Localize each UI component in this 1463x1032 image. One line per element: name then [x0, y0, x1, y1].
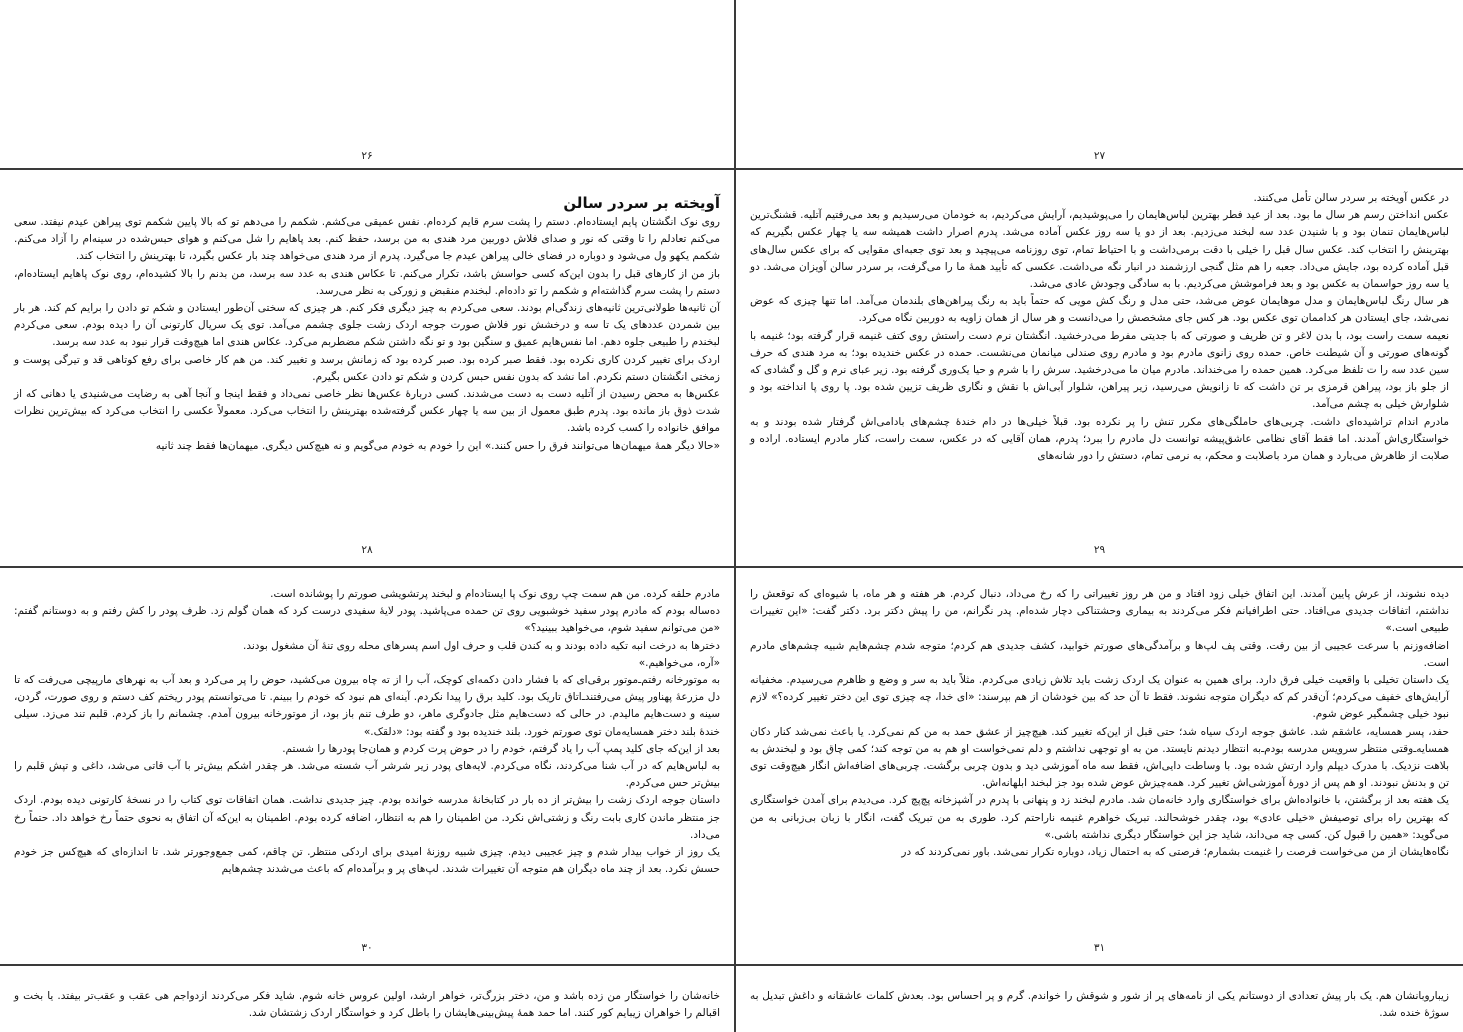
page-body	[14, 988, 720, 1022]
paragraph: دخترها به درخت انبه تکیه داده بودند و به کندن قلب و حرف اول اسم پسرهای محله روی تنهٔ آن مشغول بودند.	[243, 639, 720, 652]
page-number: ۲۸	[361, 544, 373, 556]
paragraph: یک روز از خواب بیدار شدم و چیز عجیبی دیدم. چیزی شبیه روزنهٔ امیدی برای اردکی منتظر. تن چاقم، کمی جمع‌وجورتر شد. تا اندازه‌ای که هیچ‌کس جز خودم حسش نکرد. بعد از چند ماه دیگران هم متوجه آن تغییرات شدند. لپ‌های پر و برآمده‌ام که باعث می‌شدند چشم‌هایم	[14, 846, 720, 876]
page-body	[14, 214, 720, 455]
paragraph: نگاه‌هایشان از من می‌خواست فرصت را غنیمت بشمارم؛ فرصتی که به احتمال زیاد، دوباره تکرار نمی‌شد. باور نمی‌کردند که در	[901, 846, 1449, 859]
paragraph: «حالا دیگر همهٔ میهمان‌ها می‌توانند فرق را حس کنند.» این را خودم به خودم می‌گویم و نه هیچ‌کس دیگری. میهمان‌ها فقط چند ثانیه	[155, 439, 720, 452]
page-31	[736, 568, 1463, 964]
page-number: ۲۹	[1093, 544, 1106, 556]
paragraph: زیباروبانشان هم. یک بار پیش تعدادی از دوستانم یکی از نامه‌های پر از شور و شوقش را خواندم. گرم و پر احساس بود. بعدش کلمات عاشقانه و داغش تبدیل به سوژهٔ خنده شد.	[750, 990, 1449, 1020]
paragraph: «آره، می‌خواهیم.»	[638, 656, 720, 669]
paragraph: هر سال رنگ لباس‌هایمان و مدل موهایمان عوض می‌شد، حتی مدل و رنگ کش مویی که حتماً باید به رنگ پیراهن‌های بلندمان می‌آمد. اما تنها چیزی که عوض نمی‌شد، جای ایستادن هر کداممان توی عکس بود. هر کس جای مشخصش را می‌دانست و هر سال از همان زاویه به دوربین نگاه می‌کرد.	[750, 295, 1449, 325]
page-26	[0, 0, 734, 168]
paragraph: داستان جوجه اردک زشت را بیش‌تر از ده بار در کتابخانهٔ مدرسه خوانده بودم. چیز جدیدی نداشت. همان اتفاقات توی کتاب را در نسخهٔ کارتونی دیده بودم. اردک جز منتظر ماندن کاری بابت رنگ و زشتی‌اش نکرد. من اطمینان را هم به انتظار، اضافه کرده بودم. اطمینان به این‌که آن اتفاق به نحوی حتماً رخ خواهد داد. حتماً رخ می‌داد.	[14, 794, 720, 841]
chapter-title: آویخته بر سردر سالن	[563, 194, 720, 212]
page-number: ۳۱	[1093, 942, 1106, 954]
paragraph: به موتورخانه رفتم‌ـ‌موتور برقی‌ای که با فشار دادن دکمه‌ای کوچک، آب را از ته چاه بیرون می‌کشید، حوض را پر می‌کرد و بعد آب به نهرهای مارپیچی می‌رفت که تا دل مزرعهٔ پهناور پیش می‌رفتند‌ـ‌اتاق تاریک بود. کلید برق را پیدا نکردم. آینه‌ای هم نبود که خودم را ببینم. تا می‌توانستم پودر ریختم کف دستم و روی صورت، گردن، سینه و دست‌هایم مالیدم. در حالی که دست‌هایم مثل جادوگری ماهر، دو طرف تنم باز بود، از موتورخانه بیرون آمدم. چشمانم را باز کردم. قلبم تند می‌زد. سیلی خندهٔ بلند دختر همسایه‌مان توی صورتم خورد. بلند خندیده بود و گفته بود: «دلقک.»	[14, 674, 720, 738]
paragraph: باز من از کارهای قبل را بدون این‌که کسی حواسش باشد، تکرار می‌کنم. تا عکاس هندی به عدد سه برسد، من بدنم را بالا کشیده‌ام، روی نوک پاهایم ایستاده‌ام، دستم را پشت سرم گذاشته‌ام و شکمم را تو داده‌ام. لبخندم منقبض و زورکی به نظر می‌رسد.	[14, 267, 720, 297]
paragraph: مادرم حلقه کرده. من هم سمت چپ روی نوک پا ایستاده‌ام و لبخند پرتشویشی صورتم را پوشانده است.	[270, 588, 720, 600]
paragraph: ده‌ساله بودم که مادرم پودر سفید خوشبویی روی تن حمده می‌پاشید. پودر لایهٔ سفیدی درست کرد که همان گولم زد. ظرف پودر را کش رفتم و به دوستانم گفتم: «من می‌توانم سفید شوم، می‌خواهید ببینید؟»	[14, 605, 720, 635]
paragraph: مادرم اندام تراشیده‌ای داشت. چربی‌های حاملگی‌های مکرر تنش را پر نکرده بود. قبلاً خیلی‌ها در دام خندهٔ چشم‌های بادامی‌اش گرفتار شده بودند و به خواستگاری‌اش آمدند. اما فقط آقای نظامی عاشق‌پیشه توانست دل مادرم را ببرد؛ پدرم، همان آقایی که در عکس، سمت راست، کنار مادرم ایستاده. اراده و صلابت از ظاهرش می‌بارد و همان مرد باصلابت و محکم، به نرمی تمام، دستش را دور شانه‌های	[750, 415, 1449, 463]
page-28	[0, 170, 734, 566]
page-number: ۲۶	[361, 150, 373, 162]
paragraph: یک داستان تخیلی با واقعیت خیلی فرق دارد. برای همین به عنوان یک اردک زشت باید تلاش زیادی می‌کردم. مثلاً باید به سر و وضع و ظاهرم می‌رسیدم. مخفیانه آرایش‌های خفیف می‌کردم؛ آن‌قدر کم که دیگران متوجه نشوند. فقط تا آن حد که بین خودشان از هم بپرسند: «ای خدا، چه چیزی توی این دختر تغییر کرده؟» لازم نبود خیلی چشمگیر عوض شوم.	[750, 674, 1449, 721]
paragraph: بعد از این‌که جای کلید پمپ آب را یاد گرفتم، خودم را در حوض پرت کردم و همان‌جا پودرها را شستم.	[282, 742, 720, 755]
paragraph: اضافه‌وزنم با سرعت عجیبی از بین رفت. وقتی پف لپ‌ها و برآمدگی‌های صورتم خوابید، کشف جدیدی هم کردم؛ متوجه شدم چشم‌هایم شبیه چشم‌های مادرم است.	[750, 639, 1449, 669]
page-body	[750, 190, 1449, 465]
paragraph: در عکس آویخته بر سردر سالن تأمل می‌کنند.	[1253, 192, 1449, 204]
page-body	[750, 586, 1449, 861]
page-33	[736, 966, 1463, 1032]
page-body	[14, 586, 720, 878]
paragraph: نعیمه سمت راست بود، با بدن لاغر و تن ظریف و صورتی که با جدیتی مفرط می‌درخشید. انگشتان نرم دست راستش روی کتف غنیمه قرار گرفته بود؛ غنیمه با گونه‌های صورتی و آن شیطنت خاص. حمده روی زانوی مادرم بود و مادرم روی صندلی میانمان می‌نشست. حمده در عکس خندیده بود؛ به مرد هندی که حرف سین عدد سه را ت تلفظ می‌کرد. همین حمده را می‌خنداند. مادرم میان ما می‌درخشید. سرش را با شرم و حیا یک‌وری گرفته بود. زیر عبای نرم و گل و گشادی که از جلو باز بود، پیراهن قرمزی بر تن داشت که تا زانویش می‌رسید، زیر پیراهن، شلوار آبی‌اش با نقش و نگاری ظریف تزیین شده بود. پا روی پا انداخته بود و شلوارش خیلی به چشم می‌آمد.	[750, 329, 1449, 411]
page-29	[736, 170, 1463, 566]
paragraph: به لباس‌هایم که در آب شنا می‌کردند، نگاه می‌کردم. لایه‌های پودر زیر شرشر آب شسته می‌شد. هر چقدر اشکم بیش‌تر با آب قاتی می‌شد، داغی و تپش قلبم را بیش‌تر حس می‌کردم.	[14, 760, 720, 790]
page-27	[736, 0, 1463, 168]
page-number: ۲۷	[1093, 150, 1106, 162]
paragraph: یک هفته بعد از برگشتن، با خانواده‌اش برای خواستگاری وارد خانه‌مان شد. مادرم لبخند زد و پنهانی با پدرم در آشپزخانه پچ‌پچ کرد. می‌دیدم برای آمدن خواستگاری که بهترین راه برای توصیفش «خیلی عادی» بود، چقدر خوشحالند. تبریک خواهرم غنیمه ناراحتم کرد. طوری به من تبریک گفت، انگار با زبان بی‌زبانی به من می‌گوید: «همین را قبول کن. کسی چه می‌داند، شاید جز این خواستگار دیگری نداشته باشی.»	[750, 794, 1449, 841]
paragraph: خانه‌شان را خواستگار من زده باشد و من، دختر بزرگ‌تر، خواهر ارشد، اولین عروس خانه شوم. شاید فکر می‌کردند ازدواجم هی عقب و عقب‌تر بیفتد. یا بخت و اقبالم را خواهران زیبایم کور کنند. اما حمد همهٔ پیش‌بینی‌هایشان را باطل کرد و خواستگار اردک زشتشان شد.	[14, 990, 720, 1020]
paragraph: آن ثانیه‌ها طولانی‌ترین ثانیه‌های زندگی‌ام بودند. سعی می‌کردم به چیز دیگری فکر کنم. هر چیزی که سختی آن‌طور ایستادن و شکم تو دادن را برایم کم کند. هر بار بین شمردن عددهای یک تا سه و درخشش نور فلاش صورت جوجه اردک زشت جلوی چشمم می‌آمد. توی یک سریال کارتونی آن را دیده بودم. سعی می‌کردم لبخندم را طبیعی جلوه دهم. اما نفس‌هایم عمیق و سنگین بود و تو نگه داشتن شکم مضطربم می‌کرد. عکاس هندی اما هیچ‌وقت قرار نبود به عدد سه برسد.	[14, 302, 720, 349]
page-number: ۳۰	[361, 942, 373, 954]
page-body	[750, 988, 1449, 1022]
paragraph: عکس‌ها به محض رسیدن از آتلیه دست به دست می‌شدند. کسی دربارهٔ عکس‌ها نظر خاصی نمی‌داد و فقط اینجا و آنجا آهی به رضایت می‌شنیدی یا دهانی که از شدت ذوق باز مانده بود. پدرم طبق معمول از بین سه یا چهار عکس گرفته‌شده بهترینش را انتخاب می‌کرد. معمولاً عکسی را انتخاب می‌کرد که بیش‌ترین نظرات موافق خانواده را کسب کرده باشد.	[14, 388, 720, 435]
page-30	[0, 568, 734, 964]
paragraph: حفد، پسر همسایه، عاشقم شد. عاشق جوجه اردک سیاه شد؛ حتی قبل از این‌که تغییر کند. هیچ‌چیز از عشق حمد به من کم نمی‌کرد. یا باعث نمی‌شد کنار دکان همسایه‌ـ‌وقتی منتظر سرویس مدرسه بودم‌ـ‌به انتظار دیدنم نایستد. من به او توجهی نداشتم و دلم نمی‌خواست او هم به من توجه کند؛ کمی چاق بود و لبخندش به بلاهت نزدیک. با مدرک دیپلم وارد ارتش شده بود. با وساطت دایی‌اش، فقط سه ماه آموزشی دید و بدون چربی برگشت. چربی‌های اضافه‌اش انگار هیچ‌وقت توی تن و بدنش نبودند. او هم پس از دورهٔ آموزشی‌اش تغییر کرد. همه‌چیزش عوض شده بود جز لبخند ابلهانه‌اش.	[750, 725, 1449, 790]
paragraph: روی نوک انگشتان پایم ایستاده‌ام. دستم را پشت سرم قایم کرده‌ام. نفس عمیقی می‌کشم. شکمم را می‌دهم تو که بالا پایین شکمم توی پیراهن عیدم نیفتد. سعی می‌کنم تعادلم را تا وقتی که نور و صدای فلاش دوربین مرد هندی به من برسد، حفظ کنم. بعد پاهایم را شل می‌کنم و هوای حبس‌شده در سینه‌ام را آزاد می‌کنم. شکمم یکهو ول می‌شود و دوباره در فضای خالی پیراهن عیدم جا می‌گیرد. پدرم از مرد هندی می‌خواهد چند بار عکس بگیرد، تا بهترینش را انتخاب کند.	[14, 216, 720, 263]
paragraph: اردک برای تغییر کردن کاری نکرده بود. فقط صبر کرده بود. صبر کرده بود که زمانش برسد و تغییر کند. من هم کار خاصی برای رفع کوتاهی قد و تیرگی پوست و زمختی انگشتان دستم نکردم. اما نشد که بدون نفس حبس کردن و شکم تو دادن عکس بگیرم.	[14, 353, 720, 383]
paragraph: دیده نشوند، از عرش پایین آمدند. این اتفاق خیلی زود افتاد و من هر روز تغییراتی را که رخ می‌داد، دنبال کردم. هر هفته و هر ماه، با شیوه‌ای که توقعش را نداشتم، اتفاقات جدیدی می‌افتاد. حتی اطرافیانم فکر می‌کردند به بیماری وحشتناکی دچار شده‌ام. پدر نگرانم، من را پیش دکتر برد. دکتر گفت: «این تغییرات طبیعی است.»	[750, 588, 1449, 635]
page-32	[0, 966, 734, 1032]
paragraph: عکس انداختن رسم هر سال ما بود. بعد از عید فطر بهترین لباس‌هایمان را می‌پوشیدیم، آرایش می‌کردیم، به خودمان می‌رسیدیم و بعد می‌رفتیم آتلیه. قشنگ‌ترین لباس‌هایمان تنمان بود و با شنیدن عدد سه لبخند می‌زدیم. بعد از دو یا سه روز عکس آماده می‌شد. پدرم اصرار داشت همیشه سه یا چهار عکس بگیریم که بهترینش را انتخاب کند. عکس سال قبل را خیلی با دقت برمی‌داشت و با احتیاط تمام، توی روزنامه می‌پیچید و بعد توی جعبه‌ای مقوایی که برای عکس سال‌های قبل آماده کرده بود، جایش می‌داد. جعبه را هم مثل گنجی ارزشمند در انبار نگه می‌داشت. عکسی که تأیید همهٔ ما را می‌گرفت، بر سردر سالن آویزان می‌شد. دو یا سه روز حواسمان به عکس بود و بعد فراموشش می‌کردیم. با به سادگی وجودش عادی می‌شد.	[750, 209, 1449, 291]
